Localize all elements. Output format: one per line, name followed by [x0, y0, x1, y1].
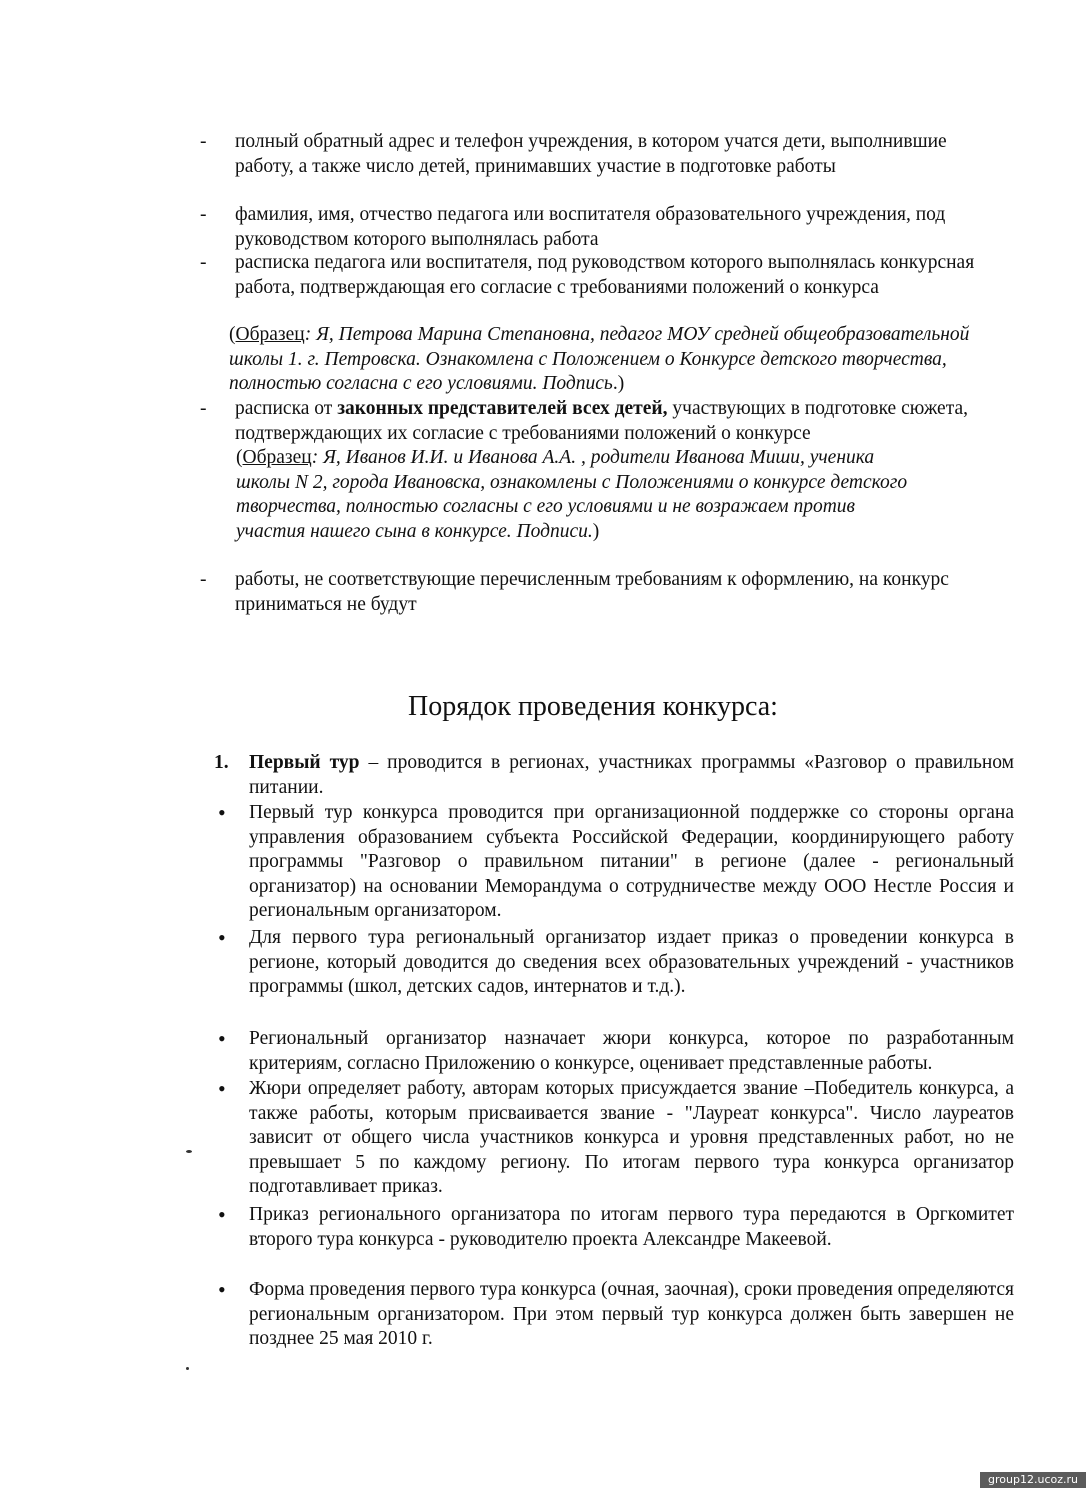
item-number: 1.: [214, 752, 229, 773]
bullet-text: Жюри определяет работу, авторам которых присуждается звание –Победитель конкурса, а также работы, которым присваивается звание - "Лауреат конкурса". Число лауреатов зависит от общего числа участников конкурса и уровня представленных работ, но не превышает 5 по каждому региону. По итогам первого тура конкурса организатор подготавливает приказ.: [249, 1078, 1014, 1198]
requirement-text: фамилия, имя, отчество педагога или воспитателя образовательного учреждения, под руководством которого выполнялась работа: [235, 204, 946, 250]
dash-marker: -: [200, 204, 207, 225]
watermark: group12.ucoz.ru: [980, 1472, 1086, 1488]
sample-note: (Образец: Я, Иванов И.И. и Иванова А.А. , родители Иванова Миши, ученика школы N 2, города Ивановска, ознакомлены с Положениями о конкурсе детского творчества, полностью согласны с его условиями и не возражаем против участия нашего сына в конкурсе. Подписи.): [236, 447, 908, 542]
bullet-text: Для первого тура региональный организатор издает приказ о проведении конкурса в регионе, который доводится до сведения всех образовательных учреждений - участников программы (школ, детских садов, интернатов и т.д.).: [249, 927, 1014, 998]
requirement-item: [200, 203, 990, 252]
sample-label: Образец: [242, 447, 312, 468]
requirement-item: [200, 130, 990, 179]
bold-phrase: законных представителей всех детей,: [337, 398, 668, 419]
sample-text: : Я, Иванов И.И. и Иванова А.А. , родители Иванова Миши, ученика школы N 2, города Ивановска, ознакомлены с Положениями о конкурсе детского творчества, полностью согласны с его условиями и не возражаем против участия нашего сына в конкурсе. Подписи.: [236, 447, 908, 542]
bullet-marker: •: [218, 925, 226, 950]
requirement-text: полный обратный адрес и телефон учреждения, в котором учатся дети, выполнившие работу, а также число детей, принимавших участие в подготовке работы: [235, 131, 947, 177]
bullet-marker: •: [218, 1277, 226, 1302]
requirement-item: [200, 251, 990, 300]
item-title: Первый тур: [249, 752, 360, 773]
bullet-item: [214, 1203, 1014, 1252]
sample-text: : Я, Петрова Марина Степановна, педагог МОУ средней общеобразовательной школы 1. г. Петровска. Ознакомлена с Положением о Конкурсе детского творчества, полностью согласна с его условиями. Подпись: [229, 324, 970, 395]
requirement-text: расписка педагога или воспитателя, под руководством которого выполнялась конкурсная работа, подтверждающая его согласие с требованиями положений о конкурса: [235, 252, 975, 298]
sample-note: (Образец: Я, Петрова Марина Степановна, педагог МОУ средней общеобразовательной школы 1. г. Петровска. Ознакомлена с Положением о Конкурсе детского творчества, полностью согласна с его условиями. Подпись.): [229, 324, 970, 395]
bullet-marker: •: [218, 800, 226, 825]
bullet-item: [214, 1027, 1014, 1076]
requirement-text: расписка от законных представителей всех детей, участвующих в подготовке сюжета, подтверждающих их согласие с требованиями положений о конкурсе: [235, 398, 968, 444]
requirement-item: [200, 568, 990, 617]
bullet-item: [214, 926, 1014, 1000]
bullet-text: Первый тур конкурса проводится при организационной поддержке со стороны органа управления образованием субъекта Российской Федерации, координирующего работу программы "Разговор о правильном питании" в регионе (далее - региональный организатор) на основании Меморандума о сотрудничестве между ООО Нестле Россия и региональным организатором.: [249, 802, 1014, 922]
requirement-text: работы, не соответствующие перечисленным требованиям к оформлению, на конкурс приниматься не будут: [235, 569, 949, 615]
bullet-text: Региональный организатор назначает жюри конкурса, которое по разработанным критериям, согласно Приложению о конкурсе, оценивает представленные работы.: [249, 1028, 1014, 1074]
bullet-marker: •: [218, 1076, 226, 1101]
dash-marker: -: [200, 398, 207, 419]
dash-marker: -: [200, 131, 207, 152]
numbered-item-text: Первый тур – проводится в регионах, участниках программы «Разговор о правильном питании.: [249, 752, 1015, 798]
bullet-item: [214, 1278, 1014, 1352]
dash-marker: -: [200, 569, 207, 590]
bullet-item: [214, 801, 1014, 924]
bullet-text: Форма проведения первого тура конкурса (очная, заочная), сроки проведения определяются региональным организатором. При этом первый тур конкурса должен быть завершен не позднее 25 мая 2010 г.: [249, 1279, 1014, 1350]
bullet-marker: •: [218, 1202, 226, 1227]
dash-marker: -: [200, 252, 207, 273]
scan-speck: [186, 1367, 189, 1370]
bullet-item: [214, 1077, 1014, 1200]
section-heading: Порядок проведения конкурса:: [408, 691, 778, 722]
bullet-text: Приказ регионального организатора по итогам первого тура передаются в Оргкомитет второго тура конкурса - руководителю проекта Александре Макеевой.: [249, 1204, 1014, 1250]
scan-speck: [186, 1150, 192, 1153]
bullet-marker: •: [218, 1026, 226, 1051]
numbered-item: [214, 751, 1014, 800]
requirement-item: [200, 397, 990, 446]
sample-label: Образец: [235, 324, 305, 345]
